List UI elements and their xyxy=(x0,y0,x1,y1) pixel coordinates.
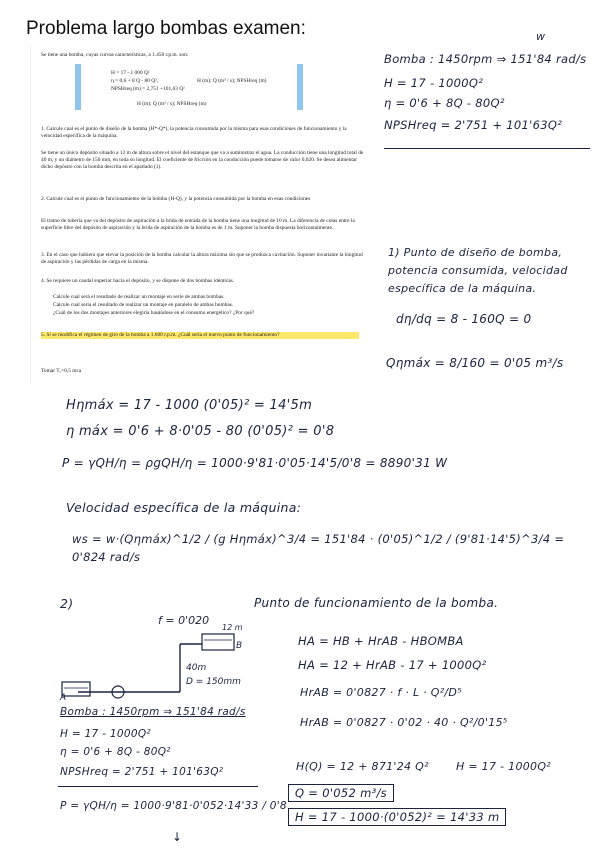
tank-b xyxy=(202,634,234,650)
exam-paper xyxy=(30,46,377,384)
paper-intro: Se tiene una bomba, cuyas curvas características, a 1.450 r.p.m. son: xyxy=(41,52,189,58)
paper-eq2-units: H (m); Q (m³ / s); NPSHreq (m) xyxy=(197,78,267,84)
note-eq-ha: HA = HB + HrAB - HBOMBA xyxy=(298,634,464,648)
note-eta: η = 0'6 + 8Q - 80Q² xyxy=(384,96,505,110)
paper-eq3: NPSHreq (m) = 2,751 +101,63 Q² xyxy=(111,86,185,92)
note-eq-hr1: HrAB = 0'0827 · f · L · Q²/D⁵ xyxy=(300,686,462,699)
paper-eq2: η = 0,6 + 8 Q - 80 Q², xyxy=(111,78,159,84)
note-arrow: ↓ xyxy=(172,830,183,844)
note-ws: ws = w·(Qηmáx)^1/2 / (g Hηmáx)^3/4 = 151'84 · (0'05)^1/2 / (9'81·14'5)^3/4 = 0'824 rad/s xyxy=(72,532,565,564)
note-qmax: Qηmáx = 8/160 = 0'05 m³/s xyxy=(386,356,564,370)
note-power: P = γQH/η = ρgQH/η = 1000·9'81·0'05·14'5/0'8 = 8890'31 W xyxy=(62,456,448,470)
note-bomba: Bomba : 1450rpm ⇒ 151'84 rad/s xyxy=(384,52,587,66)
note-divider-2 xyxy=(58,786,258,787)
note-item1: 1) Punto de diseño de bomba, potencia consumida, velocidad específica de la máquina. xyxy=(388,246,568,295)
note-w-label: w xyxy=(536,30,546,43)
note-vel-label: Velocidad específica de la máquina: xyxy=(66,500,302,515)
paper-q4a: Calcule cual será el resultado de realizar un montaje en serie de ambas bombas. xyxy=(53,294,225,300)
note-eta2: η = 0'6 + 8Q - 80Q² xyxy=(60,746,171,758)
paper-p2: El tramo de tubería que va del depósito de aspiración a la brida de entrada de la bomba tiene una longitud de 10 m. La diferencia de cotas entre la superficie libre del depósito de aspiración y la brida de aspiración de la bomba es de 1 m. Suponer la bomba dispuesta horizontalmente. xyxy=(41,218,355,231)
note-result-q: Q = 0'052 m³/s xyxy=(288,784,394,802)
paper-q4: 4. Se requiere un caudal superior hacia el depósito, y se dispone de dos bombas idénticas. xyxy=(41,278,235,284)
sketch-len: 40m xyxy=(186,663,207,673)
note-bomba2: Bomba : 1450rpm ⇒ 151'84 rad/s xyxy=(60,706,246,718)
note-eq-hr2: HrAB = 0'0827 · 0'02 · 40 · Q²/0'15⁵ xyxy=(300,716,508,729)
sketch-dia: D = 150mm xyxy=(186,677,241,687)
note-p2: P = γQH/η = 1000·9'81·0'052·14'33 / 0'8 xyxy=(60,800,287,812)
note-eq-ha2: HA = 12 + HrAB - 17 + 1000Q² xyxy=(298,658,487,672)
paper-q2: 2. Calcule cual es el punto de funcionamiento de la bomba (H-Q), y la potencia consumida por la bomba en esas condiciones xyxy=(41,196,311,202)
sketch-f: f = 0'020 xyxy=(158,614,210,627)
note-divider xyxy=(384,148,590,149)
note-eq-hq2: H = 17 - 1000Q² xyxy=(456,760,552,773)
paper-eq-units: H (m); Q (m³ / s); NPSHreq (m) xyxy=(137,101,207,107)
note-npsh: NPSHreq = 2'751 + 101'63Q² xyxy=(384,118,563,132)
paper-bar-left xyxy=(75,64,81,110)
sketch-a: A xyxy=(60,693,67,703)
note-result-h: H = 17 - 1000·(0'052)² = 14'33 m xyxy=(288,808,506,826)
note-part2-num: 2) xyxy=(60,596,74,611)
sketch-b: B xyxy=(236,641,243,651)
note-h2: H = 17 - 1000Q² xyxy=(60,728,151,740)
page-title: Problema largo bombas examen: xyxy=(26,18,306,39)
paper-q1: 1. Calcule cual es el punto de diseño de la bomba (H*-Q*), la potencia consumida por la misma para esas condiciones de funcionamiento y la velocidad específica de la máquina. xyxy=(41,126,347,139)
note-part2-heading: Punto de funcionamiento de la bomba. xyxy=(254,596,499,610)
paper-p1: Se tiene un único depósito situado a 12 m de altura sobre el nivel del estanque que va a suministrar el agua. La conducción tiene una longitud total de 40 m, y un diámetro de 150 mm, en toda su longitud. El coeficiente de fricción en la conducción puede tomarse de valor 0,020. Se desea alimentar dicho depósito con la bomba descrita en el apartado (1). xyxy=(41,150,364,170)
paper-q3: 3. En el caso que hubiera que elevar la posición de la bomba calcular la altura máxima sin que se produzca cavitación. Suponer invariante la longitud de aspiración y las pérdidas de carga en la misma. xyxy=(41,252,363,265)
paper-bar-right xyxy=(297,64,303,110)
paper-footer: Tomar Tᵥ=0,5 mca xyxy=(41,368,82,374)
paper-q4c: ¿Cuál de los dos montajes anteriores elegiría basándose en el consumo energético? ¿Por qué? xyxy=(53,310,255,316)
paper-eq1: H = 17 - 1 000 Q² xyxy=(111,70,150,76)
paper-q5: 5. Si se modifica el régimen de giro de la bomba a 1.600 r.p.m. ¿Cuál sería el nuevo punto de funcionamiento? xyxy=(41,332,359,339)
note-etamax: η máx = 0'6 + 8·0'05 - 80 (0'05)² = 0'8 xyxy=(66,424,335,439)
note-deriv: dη/dq = 8 - 160Q = 0 xyxy=(396,312,532,326)
note-h: H = 17 - 1000Q² xyxy=(384,76,484,90)
note-hmax: Hηmáx = 17 - 1000 (0'05)² = 14'5m xyxy=(66,398,313,413)
tank-a xyxy=(62,682,90,696)
note-eq-hq: H(Q) = 12 + 871'24 Q² xyxy=(296,760,429,773)
note-npsh2: NPSHreq = 2'751 + 101'63Q² xyxy=(60,766,224,778)
paper-q4b: Calcule cual sería el resultado de realizar un montaje en paralelo de ambas bombas. xyxy=(53,302,234,308)
pump-system-sketch xyxy=(58,612,278,704)
sketch-h12: 12 m xyxy=(222,623,243,632)
